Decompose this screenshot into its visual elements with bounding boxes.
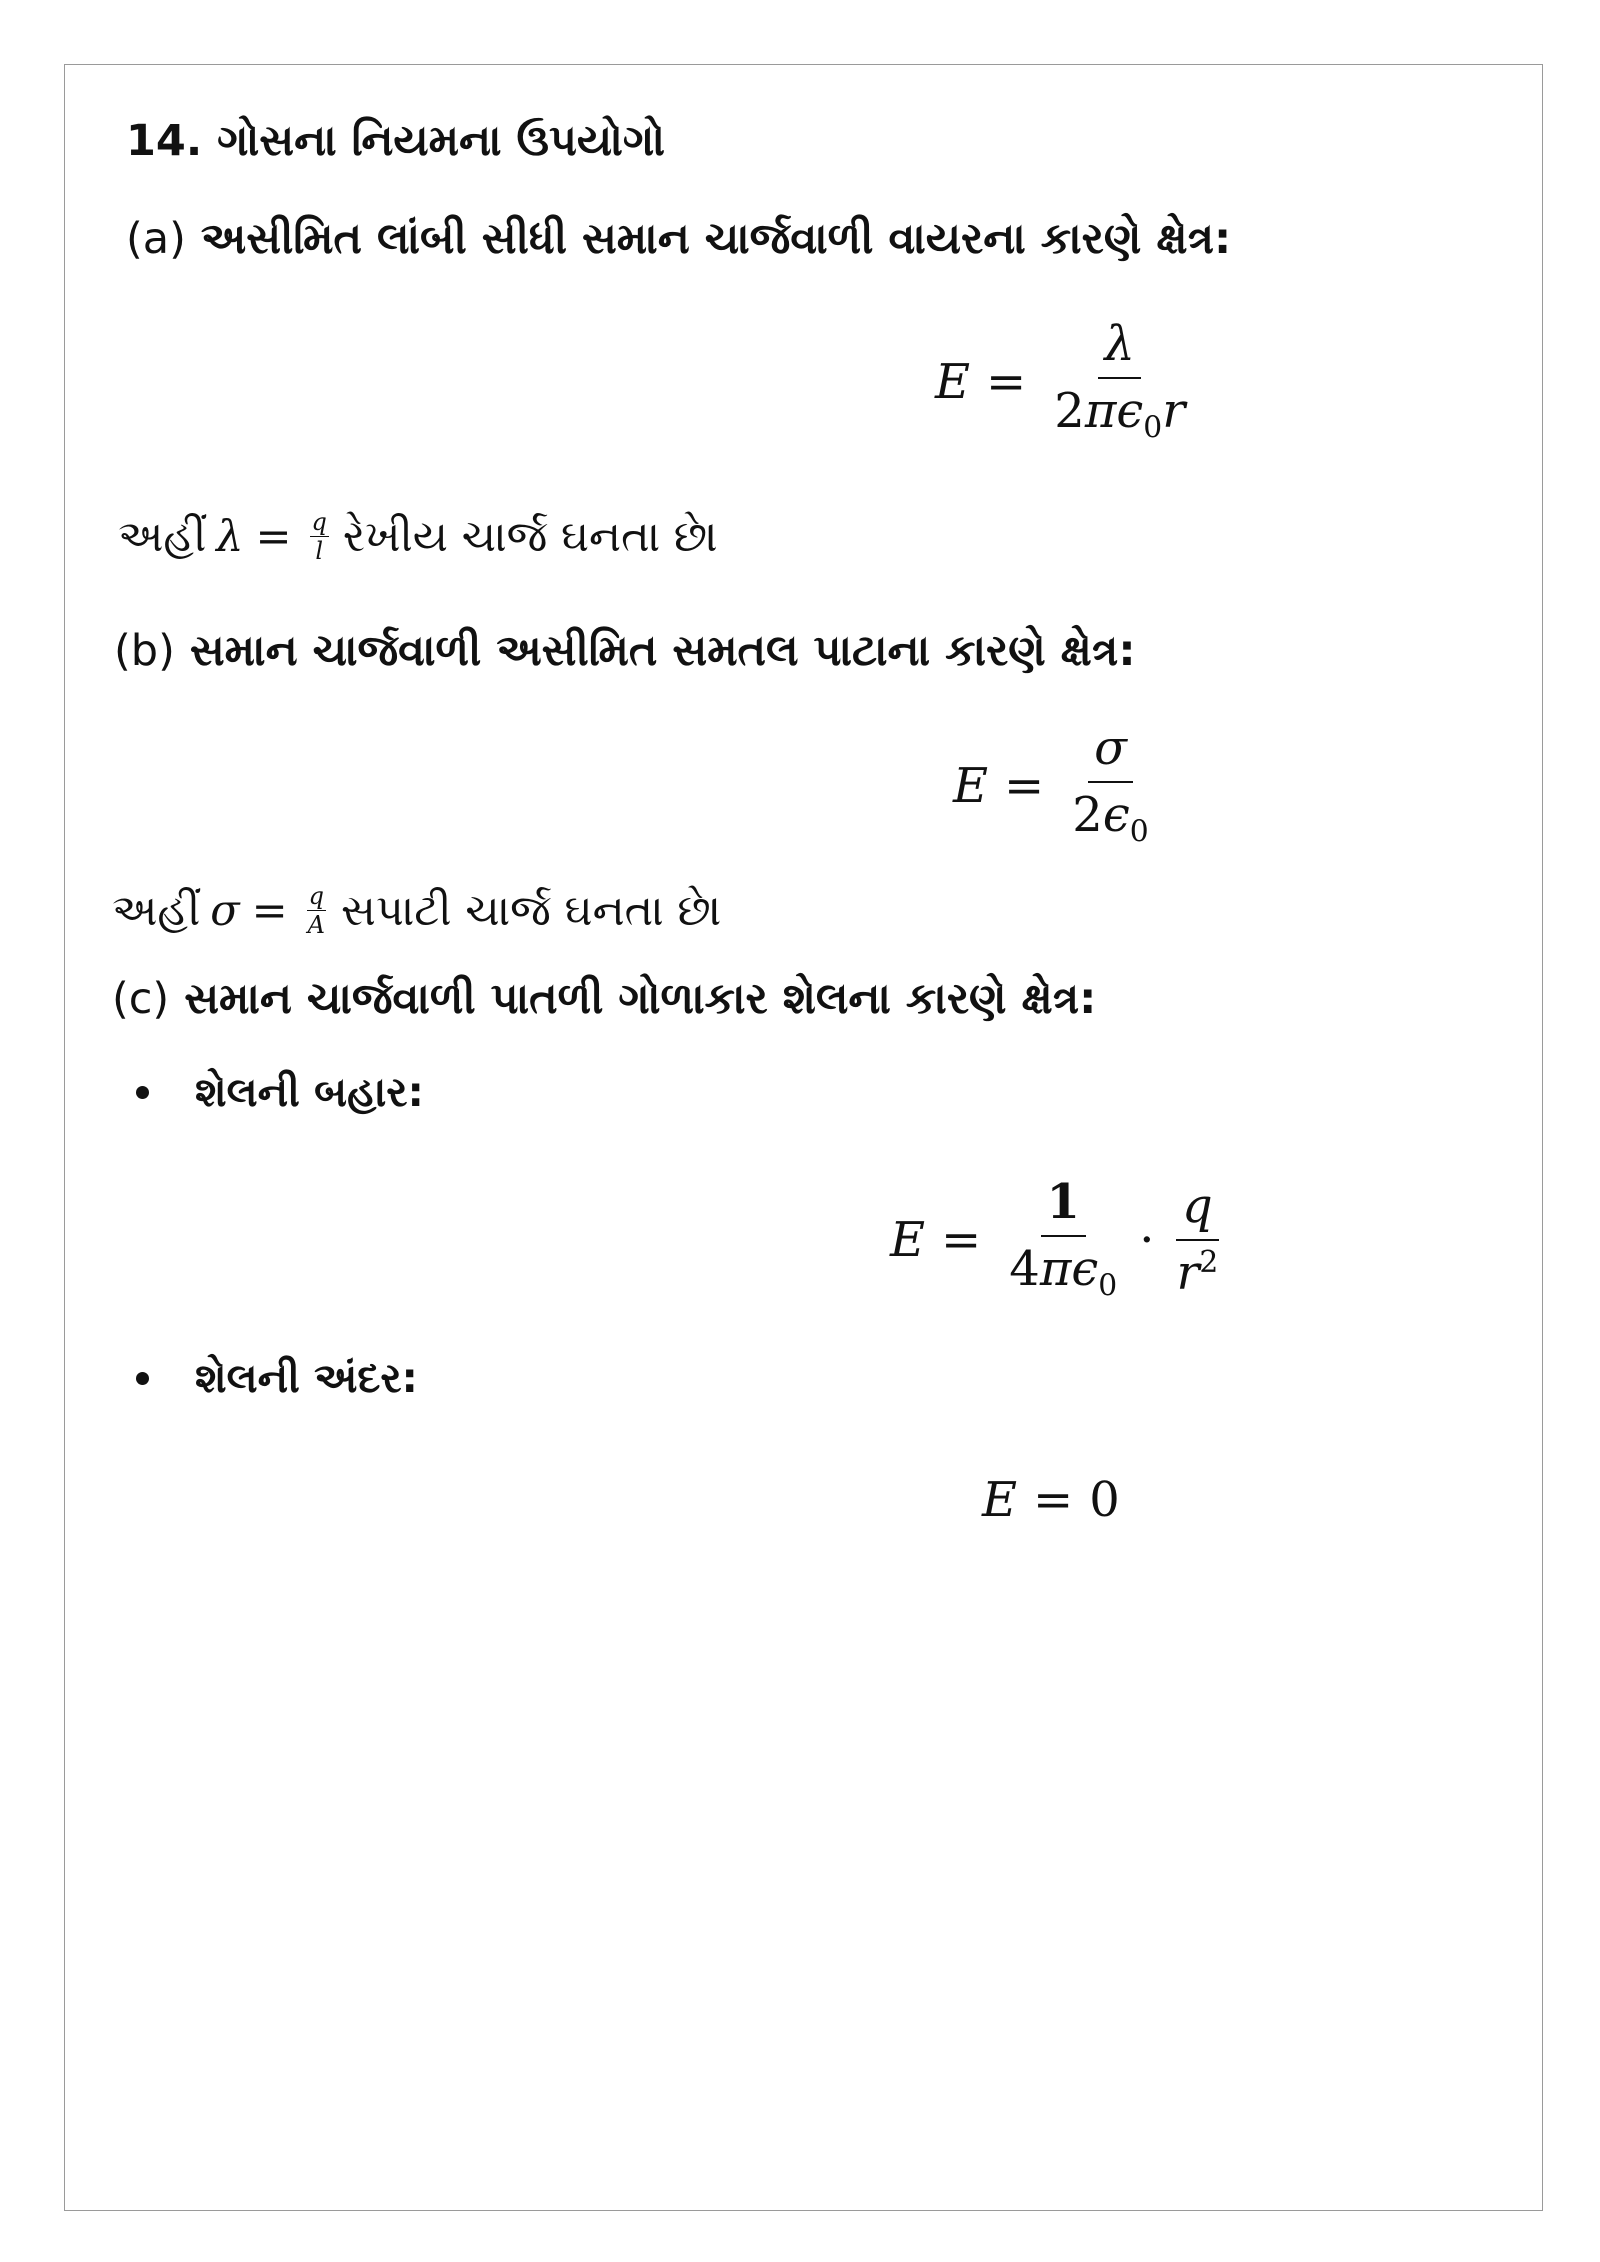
note-a-symbol: λ (216, 511, 244, 562)
eq-c1-frac1-pi: π (1039, 1240, 1072, 1297)
equation-plane-sheet (953, 722, 1161, 849)
note-b-frac-num: q (308, 882, 324, 910)
note-b-symbol: σ (210, 885, 240, 936)
eq-a-equals: = (986, 353, 1027, 410)
section-a-heading-text: અસીમિત લાંબી સીધી સમાન ચાર્જવાળી વાયરના કારણે ક્ષેત્ર: (200, 214, 1232, 264)
eq-a-denominator (1048, 379, 1191, 445)
section-b-heading-text: સમાન ચાર્જવાળી અસીમિત સમતલ પાટાના કારણે ક્ષેત્ર: (189, 626, 1136, 676)
section-c-heading-text: સમાન ચાર્જવાળી પાતળી ગોળાકાર શેલના કારણે ક્ષેત્ર: (184, 974, 1097, 1024)
eq-c1-frac2-num: q (1176, 1180, 1219, 1241)
note-b-fraction (306, 884, 327, 937)
eq-a-den-sub: 0 (1143, 410, 1163, 446)
eq-c1-frac1-eps: ϵ (1071, 1240, 1099, 1297)
eq-c1-frac1-coeff: 4 (1009, 1240, 1040, 1297)
note-b-equals: = (251, 885, 288, 936)
bullet-inside-label: શેલની અંદર: (195, 1354, 418, 1402)
eq-c1-fraction-1 (1003, 1176, 1123, 1303)
eq-c1-fraction-2 (1170, 1177, 1224, 1301)
note-a-after: રેખીય ચાર્જ ઘનતા છે। (342, 511, 719, 562)
eq-a-fraction (1048, 318, 1191, 445)
note-a-frac-den: l (315, 537, 324, 565)
eq-a-numerator: λ (1098, 318, 1140, 379)
section-b-prefix: (b) (114, 626, 175, 676)
eq-c1-lhs: E (890, 1211, 926, 1268)
eq-b-denominator (1066, 783, 1154, 849)
section-a-note (118, 510, 719, 563)
eq-c2-equals: = (1033, 1472, 1074, 1528)
eq-c1-frac2-sup: 2 (1199, 1244, 1219, 1280)
section-c-heading (112, 974, 1096, 1024)
eq-c2-lhs: E (982, 1472, 1018, 1528)
eq-a-den-coeff: 2 (1054, 382, 1085, 439)
section-a-heading (126, 214, 1231, 264)
eq-b-den-coeff: 2 (1072, 786, 1103, 843)
page-title: 14. ગોસના નિયમના ઉપયોગો (126, 116, 666, 166)
equation-shell-inside (982, 1472, 1120, 1528)
note-b-after: સપાટી ચાર્જ ઘનતા છે। (340, 885, 723, 936)
note-b-before: અહીં (112, 885, 201, 936)
eq-c1-frac1-sub: 0 (1098, 1268, 1118, 1304)
section-b-note (112, 884, 722, 937)
eq-a-den-var: r (1162, 382, 1186, 439)
equation-shell-outside (890, 1176, 1230, 1303)
note-a-frac-num: q (311, 508, 327, 536)
eq-c1-frac1-den (1003, 1237, 1123, 1303)
eq-c1-frac2-var: r (1176, 1244, 1200, 1301)
eq-b-den-eps: ϵ (1102, 786, 1130, 843)
eq-b-fraction (1066, 722, 1154, 849)
note-a-before: અહીં (118, 511, 207, 562)
eq-c1-frac1-num: 1 (1041, 1176, 1086, 1237)
bullet-dot-icon (136, 1086, 149, 1099)
eq-a-lhs: E (935, 353, 971, 410)
note-a-equals: = (255, 511, 292, 562)
section-a-prefix: (a) (126, 214, 186, 264)
bullet-inside-shell (130, 1354, 418, 1403)
eq-b-lhs: E (953, 757, 989, 814)
page-frame (64, 64, 1543, 2211)
bullet-outside-shell (130, 1068, 424, 1117)
bullet-outside-label: શેલની બહાર: (195, 1068, 424, 1116)
eq-b-equals: = (1004, 757, 1045, 814)
eq-c2-rhs: 0 (1089, 1472, 1120, 1528)
bullet-dot-icon (136, 1372, 149, 1385)
eq-c1-frac2-den (1170, 1241, 1224, 1300)
equation-line-charge (935, 318, 1197, 445)
section-b-heading (114, 626, 1136, 676)
eq-a-den-pi: π (1084, 382, 1117, 439)
eq-b-numerator: σ (1088, 722, 1133, 783)
eq-b-den-sub: 0 (1129, 814, 1149, 850)
eq-c1-equals: = (941, 1211, 982, 1268)
note-b-frac-den: A (307, 911, 325, 939)
eq-c1-dot: · (1139, 1211, 1155, 1268)
note-a-fraction (310, 510, 329, 563)
eq-a-den-eps: ϵ (1116, 382, 1144, 439)
section-c-prefix: (c) (112, 974, 170, 1024)
